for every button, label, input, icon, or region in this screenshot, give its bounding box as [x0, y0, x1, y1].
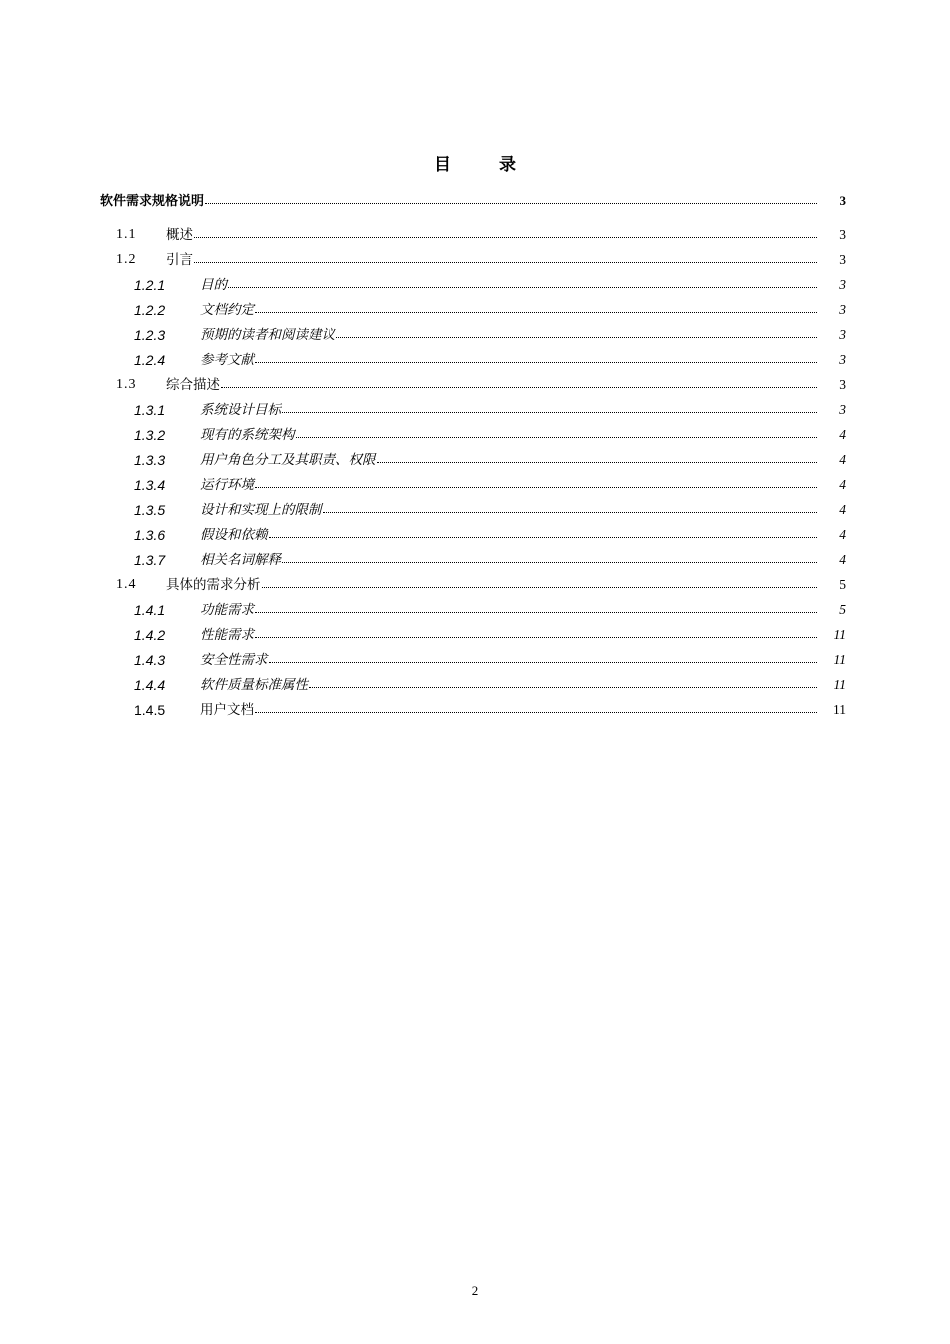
toc-entry[interactable]: [100, 668, 852, 693]
toc-entry-page: 3: [839, 352, 846, 367]
toc-entry-text: 文档约定: [200, 302, 254, 318]
toc-entry-page: 3: [839, 302, 846, 317]
toc-leader-dots: [323, 511, 818, 513]
toc-entry-number: 1.2.2: [134, 302, 166, 318]
toc-entry-number: 1.3.2: [134, 427, 166, 443]
toc-entry[interactable]: [100, 593, 852, 618]
toc-entry-number: 1.4.4: [134, 677, 166, 693]
toc-entry[interactable]: [100, 643, 852, 668]
toc-entry[interactable]: [100, 693, 852, 718]
toc-entry-text: 系统设计目标: [200, 402, 281, 418]
toc-entry-number: 1.4.3: [134, 652, 166, 668]
page-number: 2: [471, 1283, 479, 1298]
toc-entry-number: 1.3.5: [134, 502, 166, 518]
toc-entry-page: 4: [839, 502, 846, 517]
toc-entry-number: 1.1: [116, 227, 137, 242]
toc-entry-page: 3: [839, 193, 846, 208]
toc-entry-number: 1.4.2: [134, 627, 166, 643]
toc-entry-page: 3: [839, 377, 846, 392]
toc-entry-text: 用户角色分工及其职责、权限: [200, 452, 376, 468]
toc-entry-page: 4: [839, 452, 846, 467]
toc-entry[interactable]: [100, 418, 852, 443]
toc-entry[interactable]: [100, 318, 852, 343]
toc-entry-number: 1.3.4: [134, 477, 166, 493]
toc-entry-text: 软件需求规格说明: [100, 194, 205, 209]
toc-leader-dots: [282, 411, 817, 413]
toc-leader-dots: [194, 236, 817, 238]
toc-entry-number: 1.4.1: [134, 602, 166, 618]
toc-entry[interactable]: [100, 343, 852, 368]
toc-entry[interactable]: [100, 368, 852, 393]
toc-entry-page: 11: [833, 652, 846, 667]
toc-entry-page: 3: [839, 277, 846, 292]
toc-entry-text: 具体的需求分析: [166, 577, 261, 593]
toc-leader-dots: [255, 486, 817, 488]
toc-entry-number: 1.4: [116, 577, 137, 592]
toc-entry[interactable]: [100, 493, 852, 518]
toc-leader-dots: [336, 336, 817, 338]
toc-entry-text: 功能需求: [200, 602, 254, 618]
toc-entry-text: 用户文档: [200, 702, 254, 718]
toc-entry-page: 3: [839, 327, 846, 342]
toc-entry-top[interactable]: [100, 184, 852, 209]
toc-leader-dots: [228, 286, 817, 288]
toc-entry-number: 1.3: [116, 377, 137, 392]
toc-leader-dots: [282, 561, 817, 563]
toc-leader-dots: [296, 436, 818, 438]
toc-entry-page: 4: [839, 527, 846, 542]
toc-entry[interactable]: [100, 268, 852, 293]
toc-entry-text: 安全性需求: [200, 652, 268, 668]
toc-entry[interactable]: [100, 218, 852, 243]
toc-entry-text: 综合描述: [166, 377, 220, 393]
toc-leader-dots: [255, 611, 817, 613]
toc-entry[interactable]: [100, 518, 852, 543]
toc-entry-page: 4: [839, 552, 846, 567]
toc-entry-text: 性能需求: [200, 627, 254, 643]
toc-leader-dots: [205, 202, 817, 204]
toc-entry-number: 1.3.3: [134, 452, 166, 468]
toc-entry-number: 1.3.6: [134, 527, 166, 543]
toc-entry-number: 1.3.1: [134, 402, 166, 418]
toc-entry-text: 预期的读者和阅读建议: [200, 327, 335, 343]
toc-entry-number: 1.2.4: [134, 352, 166, 368]
toc-entry-page: 4: [839, 477, 846, 492]
toc-entry-text: 参考文献: [200, 352, 254, 368]
toc-leader-dots: [377, 461, 818, 463]
toc-entry[interactable]: [100, 243, 852, 268]
toc-entry-text: 设计和实现上的限制: [200, 502, 322, 518]
toc-leader-dots: [255, 711, 817, 713]
toc-leader-dots: [262, 586, 818, 588]
toc-title: 目录: [434, 155, 564, 175]
toc-leader-dots: [255, 361, 817, 363]
toc-entry-page: 5: [839, 577, 846, 592]
toc-entry-number: 1.2.3: [134, 327, 166, 343]
toc-entry-number: 1.3.7: [134, 552, 166, 568]
toc-entry-text: 概述: [166, 227, 193, 243]
toc-leader-dots: [269, 661, 818, 663]
toc-entry-number: 1.2.1: [134, 277, 166, 293]
toc-entry-page: 11: [833, 627, 846, 642]
toc-entry[interactable]: [100, 293, 852, 318]
toc-entry[interactable]: [100, 543, 852, 568]
toc-entry-page: 3: [839, 402, 846, 417]
toc-leader-dots: [194, 261, 817, 263]
toc-entry-text: 软件质量标准属性: [200, 677, 308, 693]
toc-entry-page: 11: [833, 702, 846, 717]
toc-entry-text: 现有的系统架构: [200, 427, 295, 443]
toc-entry-text: 假设和依赖: [200, 527, 268, 543]
toc-entry-text: 相关名词解释: [200, 552, 281, 568]
toc-entry[interactable]: [100, 443, 852, 468]
toc-entry-page: 3: [839, 227, 846, 242]
toc-leader-dots: [221, 386, 817, 388]
toc-entry[interactable]: [100, 468, 852, 493]
toc-entry-number: 1.2: [116, 252, 137, 267]
toc-entry-number: 1.4.5: [134, 702, 166, 718]
toc-entries: [100, 218, 852, 718]
toc-entry-text: 引言: [166, 252, 193, 268]
toc-entry[interactable]: [100, 618, 852, 643]
toc-entry[interactable]: [100, 393, 852, 418]
table-of-contents: [100, 184, 852, 718]
toc-entry[interactable]: [100, 568, 852, 593]
toc-leader-dots: [309, 686, 817, 688]
toc-entry-text: 目的: [200, 277, 227, 293]
toc-entry-text: 运行环境: [200, 477, 254, 493]
toc-entry-page: 4: [839, 427, 846, 442]
toc-entry-page: 3: [839, 252, 846, 267]
toc-leader-dots: [269, 536, 818, 538]
toc-entry-page: 5: [839, 602, 846, 617]
toc-leader-dots: [255, 311, 817, 313]
toc-leader-dots: [255, 636, 817, 638]
toc-entry-page: 11: [833, 677, 846, 692]
